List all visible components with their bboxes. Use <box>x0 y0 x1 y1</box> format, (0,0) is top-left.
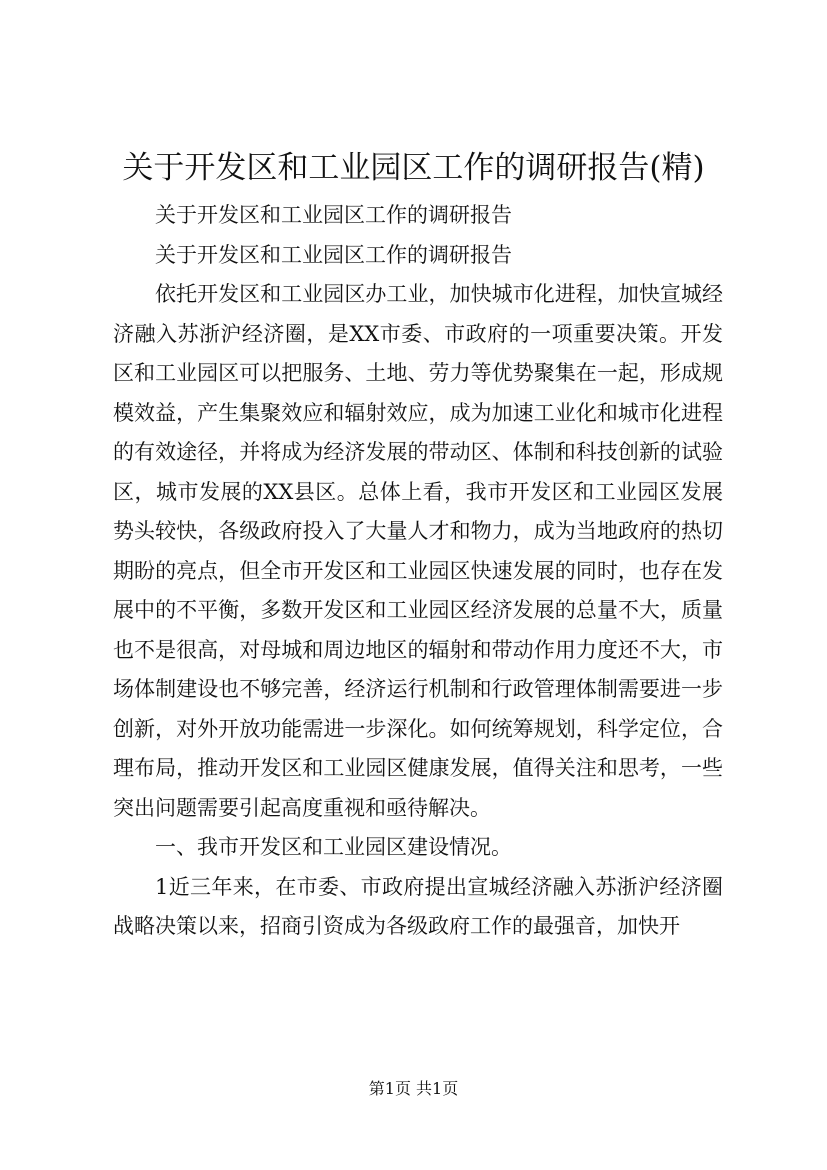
document-title: 关于开发区和工业园区工作的调研报告(精) <box>122 150 705 186</box>
body-paragraph-intro: 依托开发区和工业园区办工业，加快城市化进程，加快宣城经济融入苏浙沪经济圈，是XX市委、市政府的一项重要决策。开发区和工业园区可以把服务、土地、劳力等优势聚集在一起，形成规模效益，产生集聚效应和辐射效应，成为加速工业化和城市化进程的有效途径，并将成为经济发展的带动区、体制和科技创新的试验区，城市发展的XX县区。总体上看，我市开发区和工业园区发展势头较快，各级政府投入了大量人才和物力，成为当地政府的热切期盼的亮点，但全市开发区和工业园区快速发展的同时，也存在发展中的不平衡，多数开发区和工业园区经济发展的总量不大，质量也不是很高，对母城和周边地区的辐射和带动作用力度还不大，市场体制建设也不够完善，经济运行机制和行政管理体制需要进一步创新，对外开放功能需进一步深化。如何统筹规划，科学定位，合理布局，推动开发区和工业园区健康发展，值得关注和思考，一些突出问题需要引起高度重视和亟待解决。 <box>113 282 723 820</box>
section-heading-1: 一、我市开发区和工业园区建设情况。 <box>155 835 512 859</box>
subtitle-line-2: 关于开发区和工业园区工作的调研报告 <box>155 242 512 267</box>
page-footer: 第1页 共1页 <box>368 1079 459 1098</box>
document-body <box>113 196 723 947</box>
body-paragraph-1: 1近三年来，在市委、市政府提出宣城经济融入苏浙沪经济圈战略决策以来，招商引资成为各级政府工作的最强音，加快开 <box>113 874 723 938</box>
subtitle-line-1: 关于开发区和工业园区工作的调研报告 <box>155 203 512 227</box>
